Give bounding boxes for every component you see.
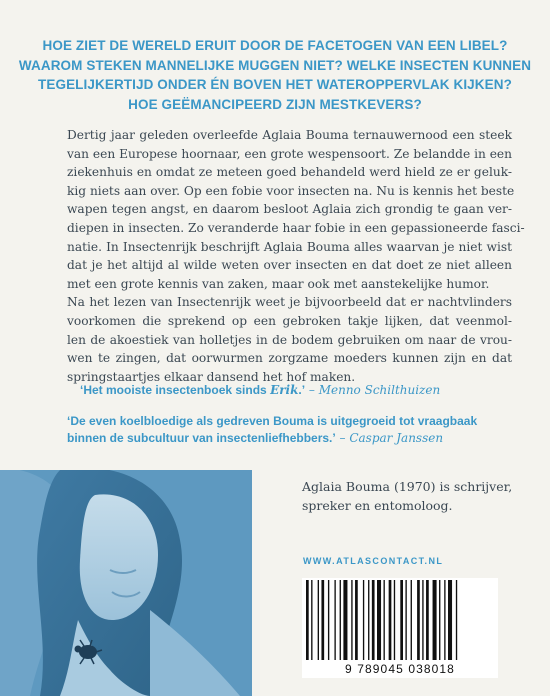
barcode-bars: [302, 578, 498, 662]
description-line: van een Europese hoornaar, een grote wespensoort. Ze belandde in een: [67, 146, 512, 161]
book-description: [67, 126, 525, 386]
author-bio: Aglaia Bouma (1970) is schrijver, spreker en entomoloog.: [302, 479, 513, 513]
review-quote-2: [67, 413, 507, 447]
author-portrait-photo: [0, 470, 252, 696]
description-line: Dertig jaar geleden overleefde Aglaia Bouma ternauwernood een steek: [67, 128, 512, 142]
description-line: natie. In Insectenrijk beschrijft Aglaia Bouma alles waarvan je niet wist: [67, 239, 512, 254]
description-line: wen te zingen, dat oorwurmen zorgzame moeders kunnen zijn en dat: [67, 351, 512, 366]
description-line: springstaartjes elkaar dansend het hof maken.: [67, 369, 356, 384]
description-line: wapen tegen angst, en daarom besloot Aglaia zich grondig te gaan ver-: [67, 202, 512, 217]
question-line: WAAROM STEKEN MANNELIJKE MUGGEN NIET? WELKE INSECTEN KUNNEN: [18, 57, 532, 73]
quote-attribution: – Menno Schilthuizen: [305, 383, 441, 397]
quote-close: .’: [298, 383, 306, 397]
description-line: len de akoestiek van holletjes in de bodem gebruiken om naar de vrou-: [67, 332, 512, 347]
description-line: kig niets aan over. Op een fobie voor insecten na. Nu is kennis het beste: [67, 183, 515, 198]
publisher-website[interactable]: WWW.ATLASCONTACT.NL: [303, 556, 444, 566]
description-line: dat je het altijd al wilde weten over insecten en dat doet ze niet alleen: [67, 258, 512, 273]
quote-book-title: Erik: [270, 383, 299, 397]
quote-attribution: – Caspar Janssen: [335, 431, 444, 445]
isbn-number: 9 789045 038018: [345, 662, 455, 676]
author-portrait-illustration: [0, 470, 252, 696]
question-line: TEGELIJKERTIJD ONDER ÉN BOVEN HET WATEROPPERVLAK KIJKEN?: [38, 77, 512, 92]
question-line: HOE GEËMANCIPEERD ZIJN MESTKEVERS?: [128, 96, 422, 112]
description-line: ziekenhuis en omdat ze meteen goed behandeld werd hield ze er geluk-: [67, 165, 512, 180]
review-quote-1: [80, 382, 440, 399]
isbn-barcode: [302, 578, 498, 678]
description-line: met een grote kennis van zaken, maar ook met aanstekelijke humor.: [67, 276, 490, 291]
back-cover-questions: [0, 36, 550, 114]
description-line: diepen in insecten. Zo veranderde haar fobie in een gepassioneerde fasci-: [67, 220, 525, 235]
quote-text: ‘Het mooiste insectenboek sinds: [80, 383, 271, 397]
description-line: Na het lezen van Insectenrijk weet je bijvoorbeeld dat er nachtvlinders: [67, 295, 512, 310]
question-line: HOE ZIET DE WERELD ERUIT DOOR DE FACETOGEN VAN EEN LIBEL?: [42, 38, 508, 53]
description-line: voorkomen die sprekend op een gebroken takje lijken, dat veenmol-: [67, 313, 512, 328]
quote-text: ‘De even koelbloedige als gedreven Bouma is uitgegroeid tot vraagbaak binnen de subcultuur van insectenliefhebbers.’: [67, 414, 478, 445]
